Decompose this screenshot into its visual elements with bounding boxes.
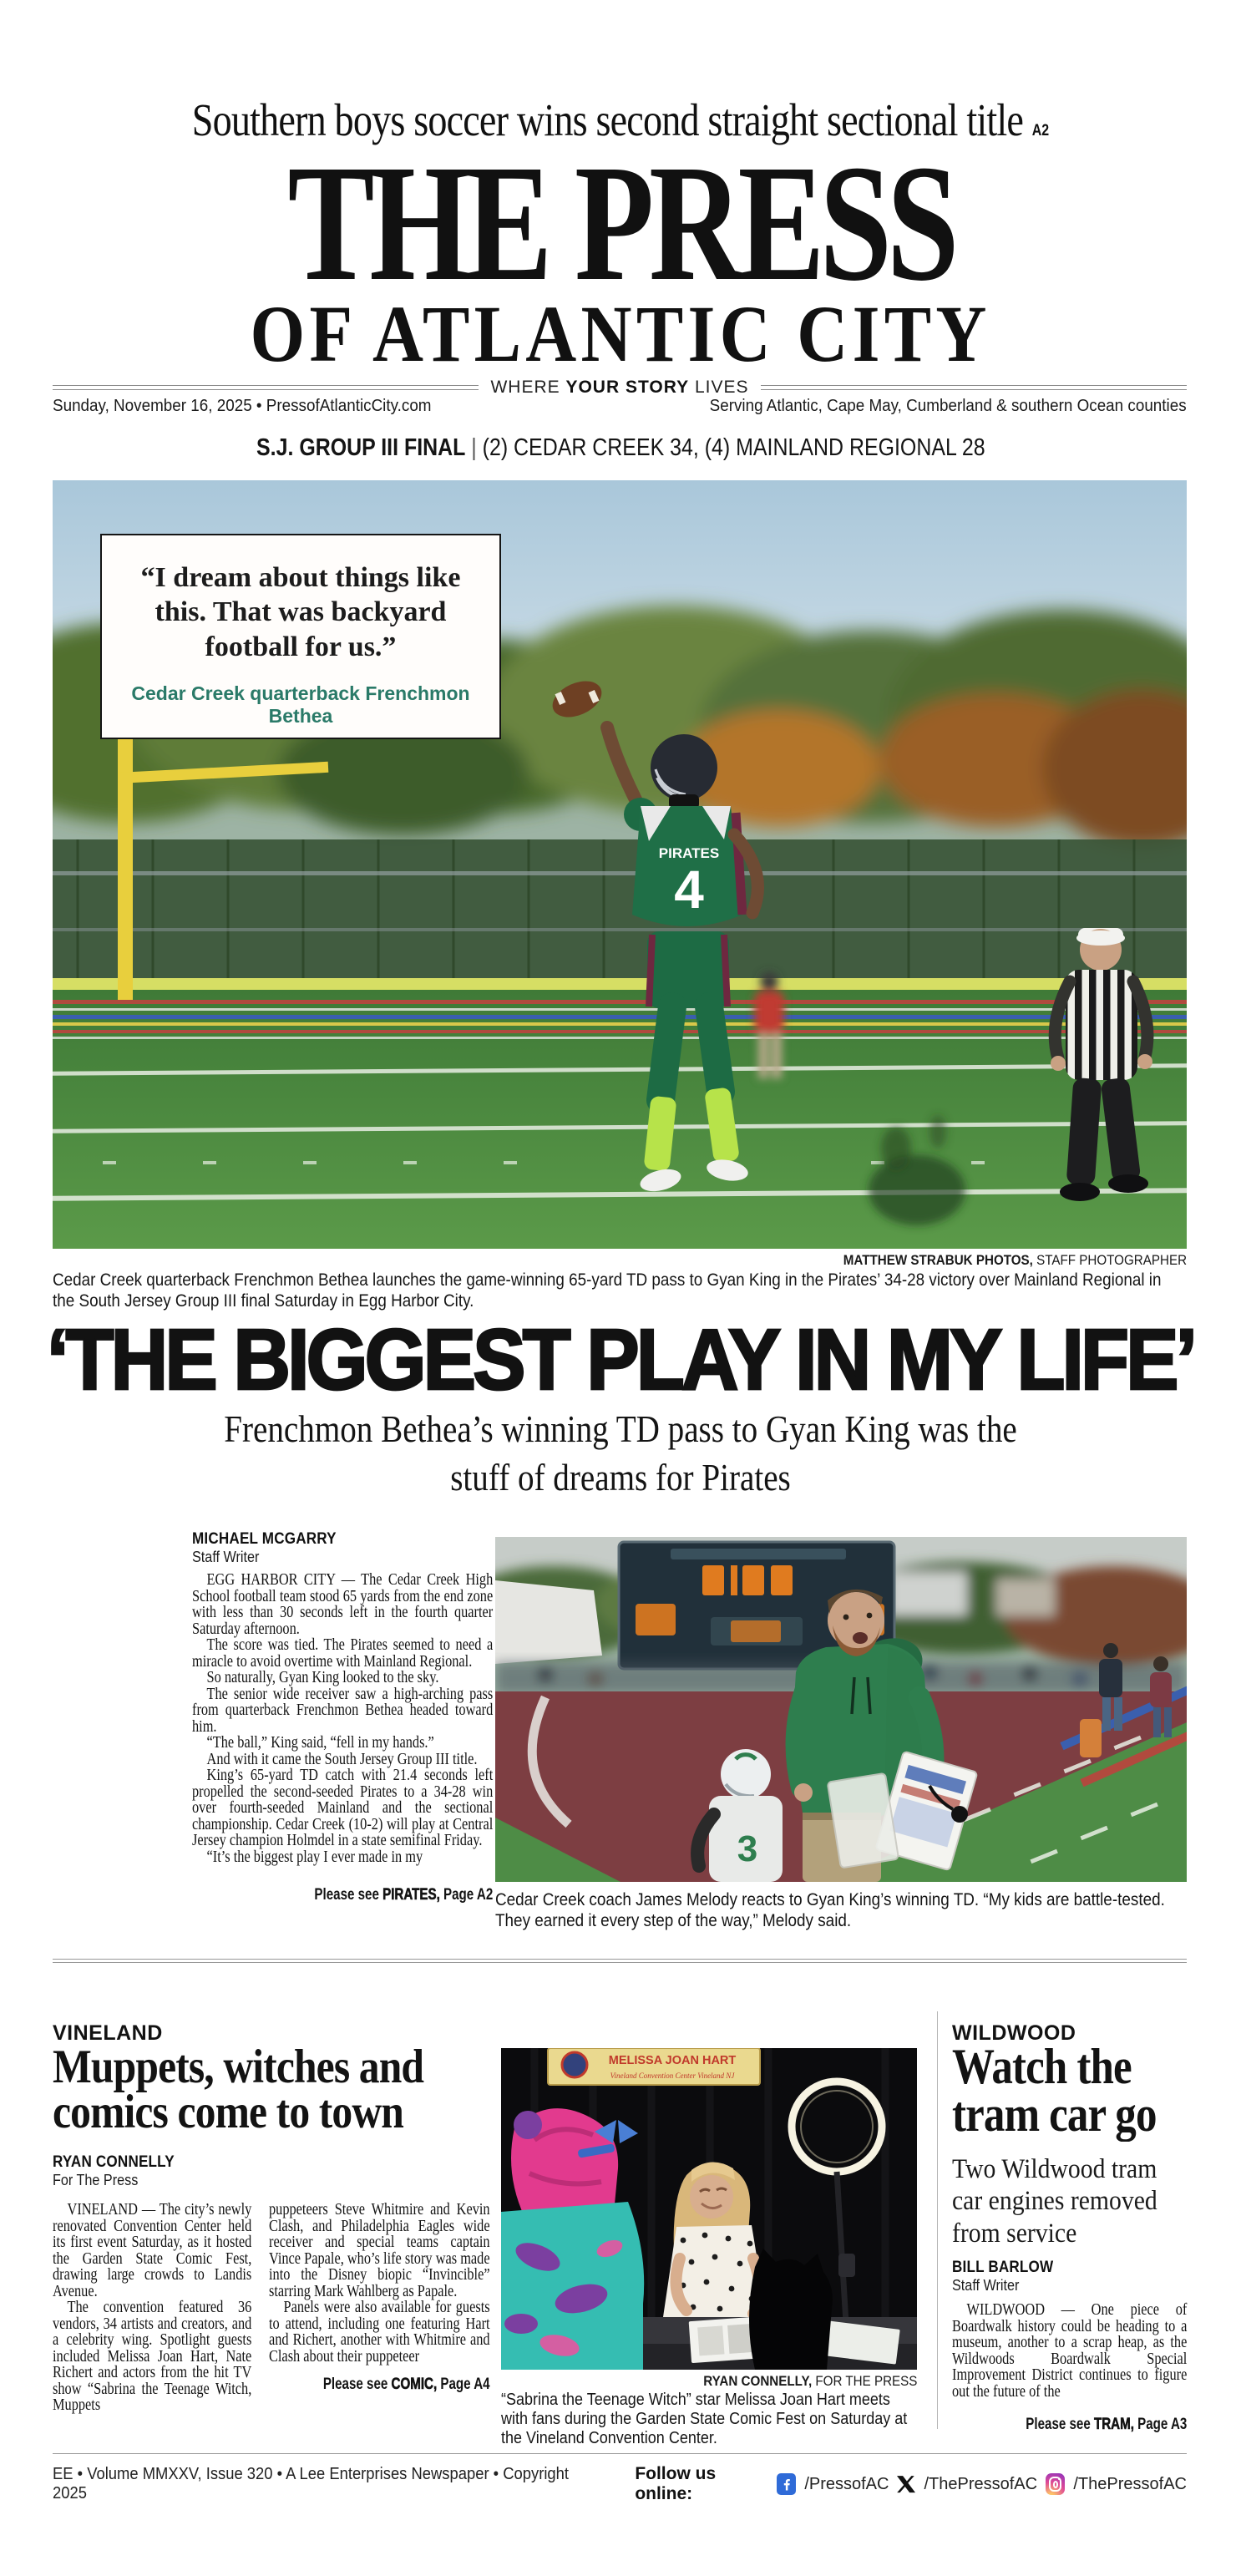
lead-paragraph: So naturally, Gyan King looked to the sky. bbox=[206, 1668, 439, 1686]
footer-rule bbox=[53, 2453, 1187, 2454]
vineland-headline-row bbox=[53, 2041, 559, 2139]
lead-photo-credit-row bbox=[53, 1253, 1187, 1269]
wildwood-byline-role: Staff Writer bbox=[952, 2277, 1020, 2294]
vineland-byline-role: For The Press bbox=[53, 2172, 139, 2188]
black-cat bbox=[749, 2249, 833, 2370]
teaser-page-ref: A2 bbox=[1031, 122, 1050, 139]
tagline-bold: YOUR STORY bbox=[565, 378, 690, 397]
lead-paragraph: “It’s the biggest play I ever made in my bbox=[206, 1847, 423, 1866]
turf bbox=[53, 990, 1187, 1249]
far-fence-band bbox=[53, 839, 1187, 986]
tagline-row bbox=[53, 378, 1187, 398]
tagline-post: LIVES bbox=[689, 378, 749, 397]
lead-byline bbox=[192, 1530, 493, 1566]
wildwood-column bbox=[952, 2302, 1241, 2433]
fence-rail-yellow bbox=[53, 978, 1187, 990]
lead-byline-role: Staff Writer bbox=[192, 1549, 260, 1565]
lead-paragraph: The score was tied. The Pirates seemed to need a miracle to avoid overtime with Mainland Regional. bbox=[192, 1635, 494, 1671]
headset-mic bbox=[951, 1806, 968, 1823]
vineland-column-1 bbox=[53, 2202, 302, 2414]
vineland-paragraph: Panels were also available for guests to attend, including one featuring Hart and Richert, another with Whitmire and Clash about their puppeteer bbox=[269, 2298, 490, 2366]
vineland-continuation bbox=[269, 2376, 490, 2393]
masthead bbox=[0, 131, 1241, 316]
lead-paragraph: The senior wide receiver saw a high-arching pass from quarterback Frenchmon Bethea headed toward him. bbox=[192, 1684, 494, 1736]
wildwood-headline: Watch the tram car go bbox=[952, 2039, 1157, 2142]
coach-photo-caption-row bbox=[495, 1889, 1241, 1931]
instagram-handle: /ThePressofAC bbox=[1073, 2474, 1187, 2493]
comic-fest-photo-illustration bbox=[501, 2048, 917, 2370]
lead-paragraph: King’s 65-yard TD catch with 21.4 seconds left propelled the second-seeded Pirates to a 34-28 win over fourth-seeded Mainland and the sectional championship. Cedar Creek (10-2) will play at Central Jersey champion Holmdel in a state semifinal Friday. bbox=[192, 1766, 494, 1849]
score-separator: | bbox=[470, 434, 477, 461]
score-strip bbox=[0, 434, 1241, 462]
masthead-subtitle-row bbox=[0, 289, 1241, 378]
vineland-paragraph: The convention featured 36 vendors, 34 artists and creators, and a celebrity wing. Spotlight guests included Melissa Joan Hart, Nate Richert and actors from the hit TV show “Sabrina the Teenage Witch, Muppets bbox=[53, 2298, 252, 2414]
lead-continuation bbox=[192, 1887, 493, 1904]
coach-photo bbox=[495, 1537, 1187, 1882]
teaser-headline: Southern boys soccer wins second straight sectional title bbox=[191, 94, 1024, 145]
vineland-byline-name: RYAN CONNELLY bbox=[53, 2153, 175, 2171]
tagline bbox=[490, 378, 748, 398]
continuation-keyword: TRAM, bbox=[1093, 2416, 1134, 2433]
vineland-paragraph: VINELAND — The city’s newly renovated Convention Center held its first event Saturday, as it hosted the Garden State Comic Fest, drawing large crowds to Landis Avenue. bbox=[53, 2200, 252, 2300]
continuation-prefix: Please see bbox=[1026, 2416, 1094, 2433]
x-handle: /ThePressofAC bbox=[924, 2474, 1038, 2493]
comic-photo-credit: RYAN CONNELLY, bbox=[702, 2374, 812, 2389]
continuation-keyword: COMIC, bbox=[391, 2376, 438, 2393]
dateline-date: Sunday, November 16, 2025 • PressofAtlanticCity.com bbox=[53, 396, 432, 415]
comic-photo-credit-row bbox=[501, 2374, 917, 2390]
continuation-suffix: Page A4 bbox=[437, 2376, 490, 2393]
wildwood-headline-row bbox=[952, 2039, 1233, 2142]
wildwood-continuation bbox=[952, 2416, 1187, 2433]
footer-social bbox=[635, 2464, 1187, 2504]
footer-issue-line: EE • Volume MMXXV, Issue 320 • A Lee Enterprises Newspaper • Copyright 2025 bbox=[53, 2465, 569, 2502]
tagline-pre: WHERE bbox=[490, 378, 566, 397]
dateline bbox=[53, 396, 1187, 416]
kicker-wildwood: WILDWOOD bbox=[952, 2021, 1076, 2045]
lead-paragraph: EGG HARBOR CITY — The Cedar Creek High School football team stood 65 yards from the end zone with less than 30 seconds left in the fourth quarter Saturday afternoon. bbox=[192, 1570, 494, 1638]
wildwood-byline-name: BILL BARLOW bbox=[952, 2259, 1054, 2276]
continuation-keyword: PIRATES, bbox=[382, 1886, 440, 1904]
tagline-rule-left bbox=[53, 385, 479, 390]
instagram-icon bbox=[1046, 2473, 1065, 2495]
coach-photo-illustration bbox=[495, 1537, 1187, 1882]
masthead-title: THE PRESS bbox=[287, 131, 954, 316]
vineland-headline: Muppets, witches and comics come to town bbox=[53, 2041, 424, 2139]
kicker-vineland: VINELAND bbox=[53, 2021, 163, 2045]
score-label: S.J. GROUP III FINAL bbox=[256, 434, 466, 461]
fence-rail-top bbox=[53, 871, 1187, 875]
pull-quote-attribution: Cedar Creek quarterback Frenchmon Bethea bbox=[131, 682, 470, 728]
facebook-icon bbox=[777, 2473, 796, 2495]
vineland-byline bbox=[53, 2153, 188, 2189]
comic-photo-caption: “Sabrina the Teenage Witch” star Melissa Joan Hart meets with fans during the Garden State Comic Fest on Saturday at the Vineland Convention Center. bbox=[501, 2391, 908, 2447]
lead-paragraph: And with it came the South Jersey Group III title. bbox=[206, 1749, 478, 1768]
footer bbox=[53, 2464, 1187, 2504]
continuation-prefix: Please see bbox=[314, 1886, 383, 1904]
comic-fest-photo bbox=[501, 2048, 917, 2370]
coach-photo-caption: Cedar Creek coach James Melody reacts to Gyan King’s winning TD. “My kids are battle-tested. They earned it every step of the way,” Melody said. bbox=[495, 1890, 1165, 1930]
vineland-paragraph: puppeteers Steve Whitmire and Kevin Clash, and Philadelphia Eagles wide receiver and special teams captain Vince Papale, who’s life story was made into the Disney biopic “Invincible” starring Mark Wahlberg as Papale. bbox=[269, 2200, 490, 2300]
masthead-subtitle: OF ATLANTIC CITY bbox=[250, 289, 991, 378]
continuation-suffix: Page A2 bbox=[439, 1886, 494, 1904]
lead-photo-credit: MATTHEW STRABUK PHOTOS, bbox=[843, 1253, 1033, 1268]
continuation-prefix: Please see bbox=[322, 2376, 392, 2393]
x-icon bbox=[897, 2475, 915, 2493]
guest-banner bbox=[548, 2048, 760, 2085]
pylon bbox=[1080, 1719, 1102, 1757]
lead-paragraph: “The ball,” King said, “fell in my hands.” bbox=[206, 1733, 434, 1752]
score-result: (2) CEDAR CREEK 34, (4) MAINLAND REGIONAL 28 bbox=[482, 434, 985, 461]
pull-quote: “I dream about things like this. That was backyard football for us.” bbox=[140, 562, 461, 662]
pull-quote-box bbox=[100, 534, 501, 739]
tagline-rule-right bbox=[761, 385, 1187, 390]
follow-label: Follow us online: bbox=[635, 2464, 717, 2503]
lead-photo bbox=[53, 480, 1187, 1249]
lead-photo-caption: Cedar Creek quarterback Frenchmon Bethea launches the game-winning 65-yard TD pass to Gyan King in the Pirates’ 34-28 victory over Mainland Regional in the South Jersey Group III final Saturday in Egg Harbor City. bbox=[53, 1270, 1162, 1311]
qb-jersey-number: 4 bbox=[674, 860, 704, 920]
comic-photo-caption-row bbox=[501, 2391, 964, 2448]
dateline-region: Serving Atlantic, Cape May, Cumberland & southern Ocean counties bbox=[709, 396, 1187, 415]
banner-subtitle: Vineland Convention Center Vineland NJ bbox=[610, 2071, 735, 2080]
tent bbox=[495, 1580, 602, 1664]
lead-subheadline-row bbox=[0, 1405, 1241, 1502]
lead-photo-credit-role: STAFF PHOTOGRAPHER bbox=[1032, 1253, 1187, 1268]
lead-photo-caption-row bbox=[53, 1270, 1187, 1311]
lead-headline-row bbox=[0, 1313, 1241, 1407]
facebook-handle: /PressofAC bbox=[804, 2474, 889, 2493]
lead-byline-name: MICHAEL MCGARRY bbox=[192, 1530, 337, 1548]
lead-subheadline: Frenchmon Bethea’s winning TD pass to Gyan King was the stuff of dreams for Pirates bbox=[224, 1407, 1017, 1498]
wildwood-subheadline: Two Wildwood tram car engines removed from service bbox=[952, 2154, 1157, 2249]
banner-title: MELISSA JOAN HART bbox=[608, 2054, 737, 2067]
wildwood-subheadline-row bbox=[952, 2153, 1219, 2249]
fence-rail-mid bbox=[53, 928, 1187, 931]
column-divider bbox=[937, 2011, 938, 2429]
continuation-suffix: Page A3 bbox=[1133, 2416, 1188, 2433]
player-jersey-number: 3 bbox=[737, 1828, 758, 1869]
wildwood-byline bbox=[952, 2259, 1065, 2295]
wildwood-paragraph: WILDWOOD — One piece of Boardwalk history could be heading to a museum, another to a scrap heap, as the Wildwoods Boardwalk Special Improvement District continues to figure out the future of the bbox=[952, 2300, 1188, 2401]
qb-team-wordmark: PIRATES bbox=[658, 845, 720, 861]
lead-headline: ‘THE BIGGEST PLAY IN MY LIFE’ bbox=[46, 1311, 1195, 1408]
section-divider bbox=[53, 1959, 1187, 1963]
comic-photo-credit-role: FOR THE PRESS bbox=[811, 2374, 917, 2389]
